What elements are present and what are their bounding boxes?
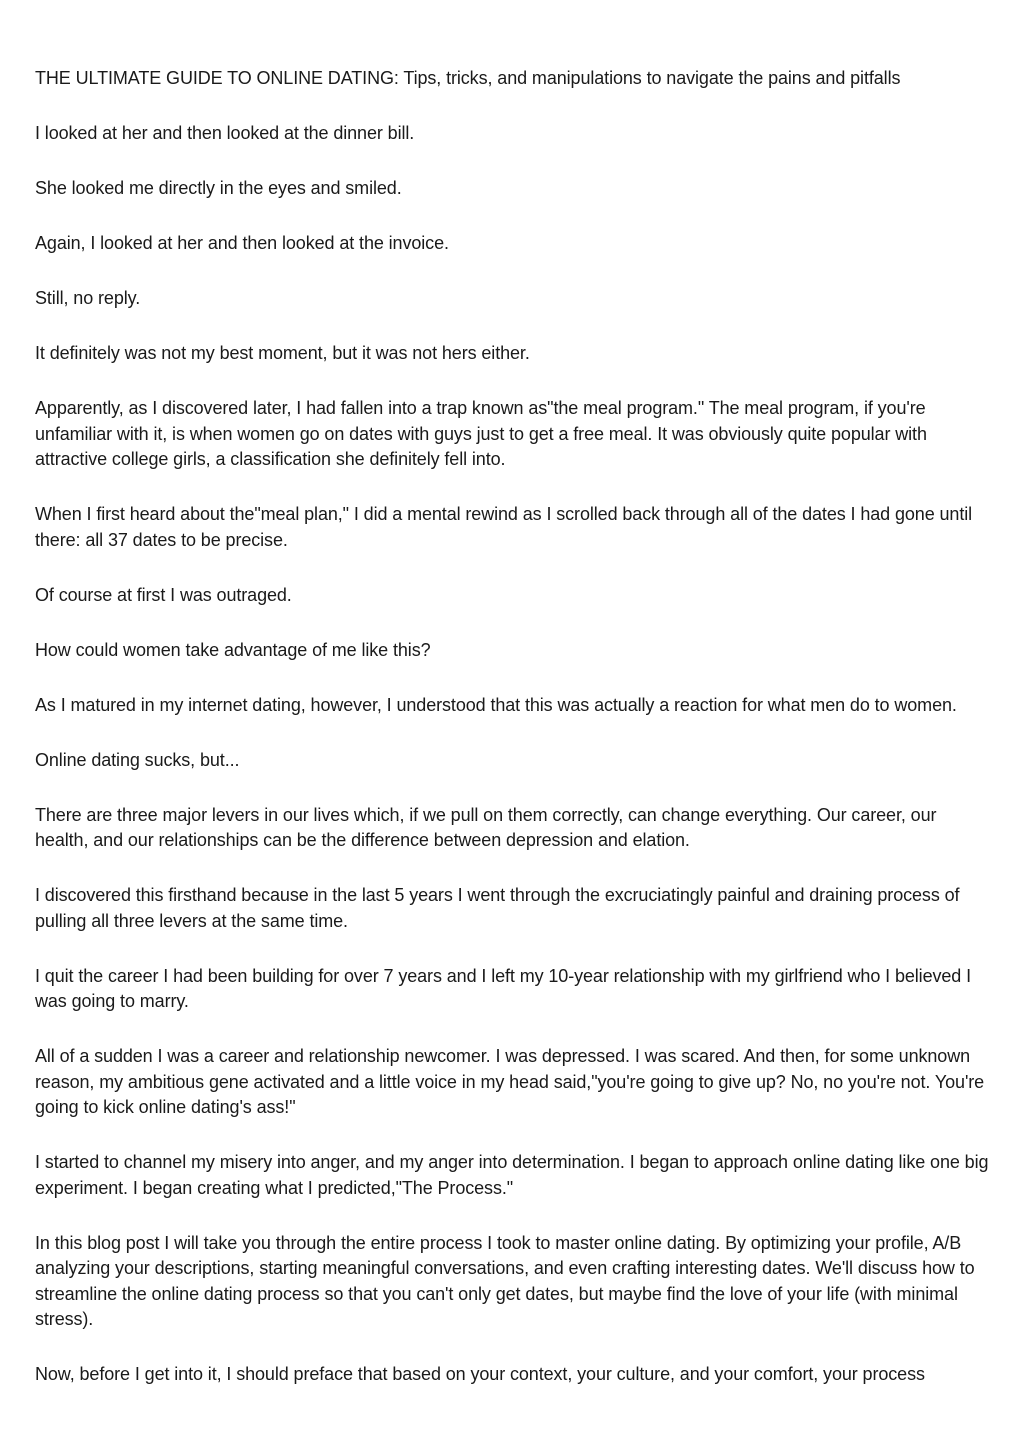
paragraph: It definitely was not my best moment, but it was not hers either.: [35, 343, 530, 363]
paragraph: I started to channel my misery into anger, and my anger into determination. I began to approach online dating like one big experiment. I began creating what I predicted,"The Process.": [35, 1152, 989, 1198]
paragraph: Apparently, as I discovered later, I had fallen into a trap known as"the meal program." The meal program, if you're unfamiliar with it, is when women go on dates with guys just to get a free meal. It was obviously quite popular with attractive college girls, a classification she definitely fell into.: [35, 398, 927, 469]
paragraph: Again, I looked at her and then looked at the invoice.: [35, 233, 449, 253]
paragraph: I looked at her and then looked at the dinner bill.: [35, 123, 415, 143]
paragraph: As I matured in my internet dating, however, I understood that this was actually a reaction for what men do to women.: [35, 694, 957, 715]
paragraph: There are three major levers in our lives which, if we pull on them correctly, can change everything. Our career, our health, and our relationships can be the difference between depression and elation.: [35, 804, 937, 850]
paragraph: When I first heard about the"meal plan," I did a mental rewind as I scrolled back through all of the dates I had gone until there: all 37 dates to be precise.: [35, 504, 973, 550]
paragraph: Still, no reply.: [35, 288, 141, 308]
document-title: THE ULTIMATE GUIDE TO ONLINE DATING: Tips, tricks, and manipulations to navigate the pains and pitfalls: [35, 68, 901, 88]
paragraph: All of a sudden I was a career and relationship newcomer. I was depressed. I was scared. And then, for some unknown reason, my ambitious gene activated and a little voice in my head said,"you're going to give up? No, no you're not. You're going to kick online dating's ass!": [35, 1046, 985, 1117]
paragraph: How could women take advantage of me like this?: [35, 639, 431, 660]
paragraph: I discovered this firsthand because in the last 5 years I went through the excruciatingly painful and draining process of pulling all three levers at the same time.: [35, 885, 960, 931]
paragraph: Of course at first I was outraged.: [35, 584, 292, 605]
paragraph: Online dating sucks, but...: [35, 749, 240, 770]
paragraph: In this blog post I will take you through the entire process I took to master online dating. By optimizing your profile, A/B analyzing your descriptions, starting meaningful conversations, and even crafting interesting dates. We'll discuss how to streamline the online dating process so that you can't only get dates, but maybe find the love of your life (with minimal stress).: [35, 1232, 975, 1329]
paragraph: She looked me directly in the eyes and smiled.: [35, 178, 402, 198]
document-page: [35, 66, 993, 1417]
paragraph: Now, before I get into it, I should preface that based on your context, your culture, and your comfort, your process: [35, 1364, 925, 1384]
paragraph: I quit the career I had been building for over 7 years and I left my 10-year relationship with my girlfriend who I believed I was going to marry.: [35, 965, 971, 1011]
